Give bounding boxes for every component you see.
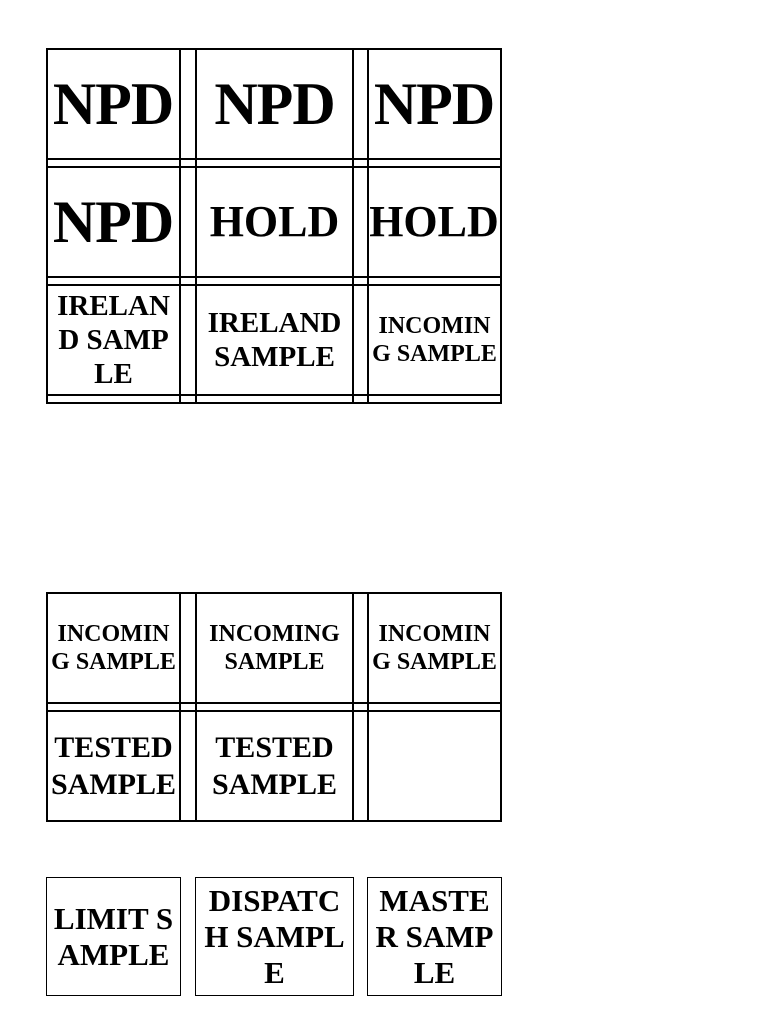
label-cell — [197, 594, 352, 702]
label-cell — [48, 712, 179, 820]
label-text: HOLD — [369, 197, 499, 246]
label-text: INCOMING SAMPLE — [372, 621, 497, 675]
label-cell — [48, 594, 179, 702]
label-cell — [360, 168, 508, 276]
label-cell — [367, 877, 502, 996]
label-cell — [48, 286, 179, 394]
label-text: NPD — [214, 71, 335, 137]
label-cell — [195, 877, 354, 996]
grid-rule — [352, 48, 354, 404]
label-cell — [46, 877, 181, 996]
label-text: MASTER SAMPLE — [375, 882, 494, 990]
grid-rule — [46, 820, 502, 822]
label-text: INCOMING SAMPLE — [372, 313, 497, 367]
label-cell — [44, 168, 182, 276]
grid-rule — [46, 158, 502, 160]
grid-rule — [179, 592, 181, 822]
label-cell — [369, 286, 500, 394]
grid-rule — [46, 276, 502, 278]
label-cell — [44, 50, 182, 158]
label-text: IRELAND SAMPLE — [207, 307, 342, 373]
label-text: NPD — [52, 189, 174, 255]
grid-rule — [46, 402, 502, 404]
label-text: IRELAND SAMPLE — [57, 290, 170, 390]
grid-rule — [46, 394, 502, 396]
label-cell — [369, 712, 500, 820]
label-text: DISPATCH SAMPLE — [204, 882, 345, 990]
label-text: NPD — [373, 71, 495, 137]
label-text: NPD — [52, 71, 174, 137]
label-text: HOLD — [209, 197, 340, 246]
grid-rule — [46, 702, 502, 704]
label-cell — [197, 712, 352, 820]
grid-rule — [352, 592, 354, 822]
label-text: TESTED SAMPLE — [211, 731, 337, 801]
label-text: INCOMING SAMPLE — [51, 621, 176, 675]
label-cell — [197, 168, 352, 276]
label-text: INCOMING SAMPLE — [209, 621, 340, 675]
label-cell — [369, 594, 500, 702]
label-cell — [365, 50, 503, 158]
label-text: LIMIT SAMPLE — [53, 900, 174, 972]
grid-rule — [500, 592, 502, 822]
label-cell — [197, 286, 352, 394]
label-text: TESTED SAMPLE — [50, 731, 176, 801]
label-cell — [197, 50, 352, 158]
